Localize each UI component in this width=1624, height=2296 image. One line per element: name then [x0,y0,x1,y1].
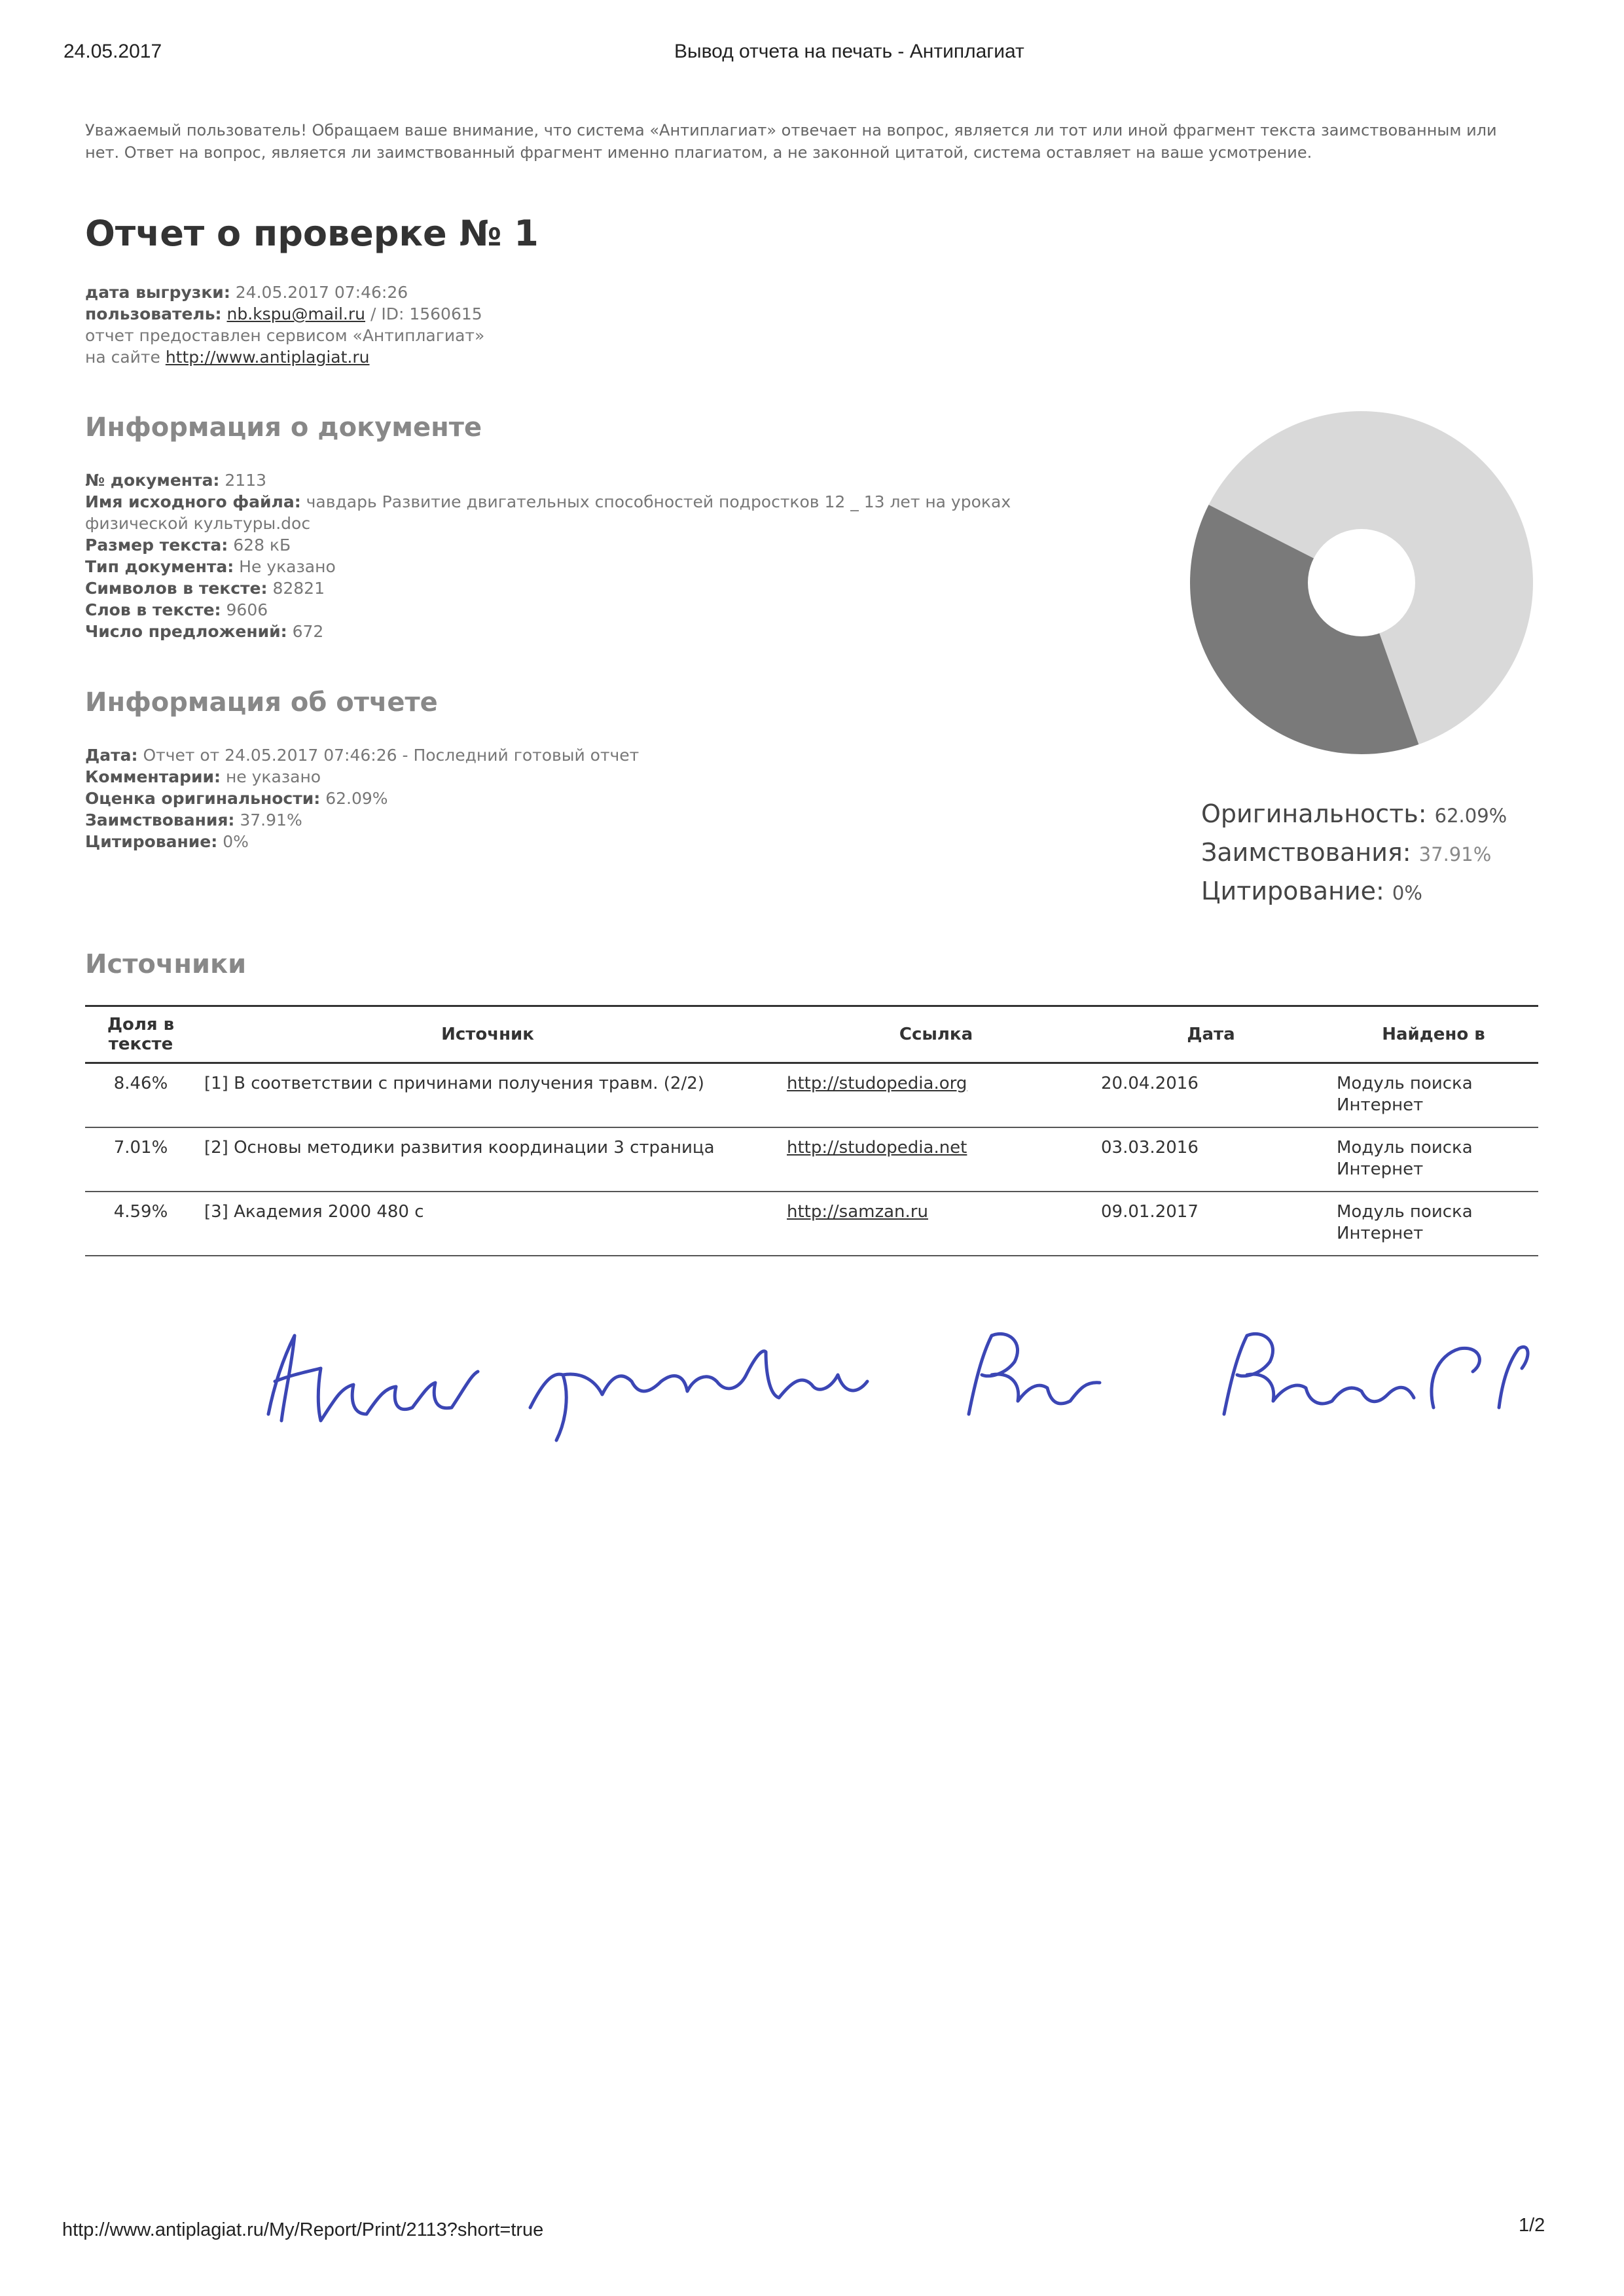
row-share: 7.01% [85,1127,196,1192]
size-value: 628 кБ [233,536,291,555]
report-date: Отчет от 24.05.2017 07:46:26 - Последний готовый отчет [143,746,640,765]
page-number: 1/2 [1519,2215,1545,2236]
row-link[interactable]: http://studopedia.org [787,1074,967,1093]
file-name: чавдарь Развитие двигательных способностей подростков 12 _ 13 лет на уроках физической культуры.doc [85,492,1011,533]
report-info [85,744,639,852]
citation-value: 0% [223,832,249,851]
col-share: Доля в тексте [85,1006,196,1063]
table-row [85,1063,1538,1128]
legend-borrowing-label: Заимствования: [1201,838,1411,867]
user-email-link[interactable]: nb.kspu@mail.ru [226,304,365,323]
legend-citation-label: Цитирование: [1201,877,1384,905]
table-header-row [85,1006,1538,1063]
row-source: [3] Академия 2000 480 с [196,1192,779,1256]
originality-label: Оценка оригинальности: [85,789,321,808]
size-label: Размер текста: [85,536,228,555]
file-label: Имя исходного файла: [85,492,301,511]
notice-text: Уважаемый пользователь! Обращаем ваше внимание, что система «Антиплагиат» отвечает на вопрос, является ли тот или иной фрагмент текста заимствованным или нет. Ответ на вопрос, является ли заимствованный фрагмент именно плагиатом, а не законной цитатой, система оставляет на ваше усмотрение. [85,121,1497,162]
upload-label: дата выгрузки: [85,283,230,302]
site-link[interactable]: http://www.antiplagiat.ru [165,348,370,367]
originality-donut-chart [1185,406,1538,759]
report-info-heading: Информация об отчете [85,687,438,718]
table-row [85,1127,1538,1192]
donut-hole [1308,529,1415,636]
citation-label: Цитирование: [85,832,218,851]
originality-value: 62.09% [325,789,388,808]
sentences-value: 672 [292,622,324,641]
row-source: [2] Основы методики развития координации 3 страница [196,1127,779,1192]
row-link[interactable]: http://samzan.ru [787,1202,928,1222]
col-found: Найдено в [1329,1006,1538,1063]
row-source: [1] В соответствии с причинами получения травм. (2/2) [196,1063,779,1128]
user-label: пользователь: [85,304,222,323]
row-date: 09.01.2017 [1093,1192,1329,1256]
row-found: Модуль поиска Интернет [1329,1127,1538,1192]
report-meta [85,282,484,368]
document-info-heading: Информация о документе [85,412,482,443]
words-value: 9606 [226,600,268,619]
row-share: 4.59% [85,1192,196,1256]
row-date: 03.03.2016 [1093,1127,1329,1192]
comments-label: Комментарии: [85,767,221,786]
chars-label: Символов в тексте: [85,579,268,598]
user-id: / ID: 1560615 [370,304,482,323]
sources-heading: Источники [85,949,247,979]
chars-value: 82821 [272,579,325,598]
report-date-label: Дата: [85,746,138,765]
print-title: Вывод отчета на печать - Антиплагиат [674,41,1024,62]
doc-number-label: № документа: [85,471,220,490]
type-value: Не указано [239,557,336,576]
row-found: Модуль поиска Интернет [1329,1063,1538,1128]
row-date: 20.04.2016 [1093,1063,1329,1128]
report-title: Отчет о проверке № 1 [85,213,539,254]
legend-originality-value: 62.09% [1434,805,1507,827]
borrowing-label: Заимствования: [85,811,235,829]
provided-by: отчет предоставлен сервисом «Антиплагиат» [85,326,485,345]
chart-legend [1201,795,1507,911]
legend-borrowing-value: 37.91% [1418,843,1492,866]
row-found: Модуль поиска Интернет [1329,1192,1538,1256]
words-label: Слов в тексте: [85,600,221,619]
borrowing-value: 37.91% [240,811,302,829]
comments-value: не указано [225,767,321,786]
row-link[interactable]: http://studopedia.net [787,1138,967,1157]
col-link: Ссылка [779,1006,1093,1063]
legend-originality-label: Оригинальность: [1201,799,1427,828]
sources-table [85,1005,1538,1256]
col-date: Дата [1093,1006,1329,1063]
footer-url: http://www.antiplagiat.ru/My/Report/Print/2113?short=true [62,2219,544,2240]
doc-number: 2113 [225,471,267,490]
print-date: 24.05.2017 [63,41,162,62]
col-source: Источник [196,1006,779,1063]
document-info [85,469,1080,642]
legend-citation-value: 0% [1392,882,1422,904]
row-share: 8.46% [85,1063,196,1128]
type-label: Тип документа: [85,557,234,576]
upload-value: 24.05.2017 07:46:26 [235,283,408,302]
table-row [85,1192,1538,1256]
sentences-label: Число предложений: [85,622,287,641]
handwritten-signature [255,1309,1532,1453]
site-prefix: на сайте [85,348,160,367]
